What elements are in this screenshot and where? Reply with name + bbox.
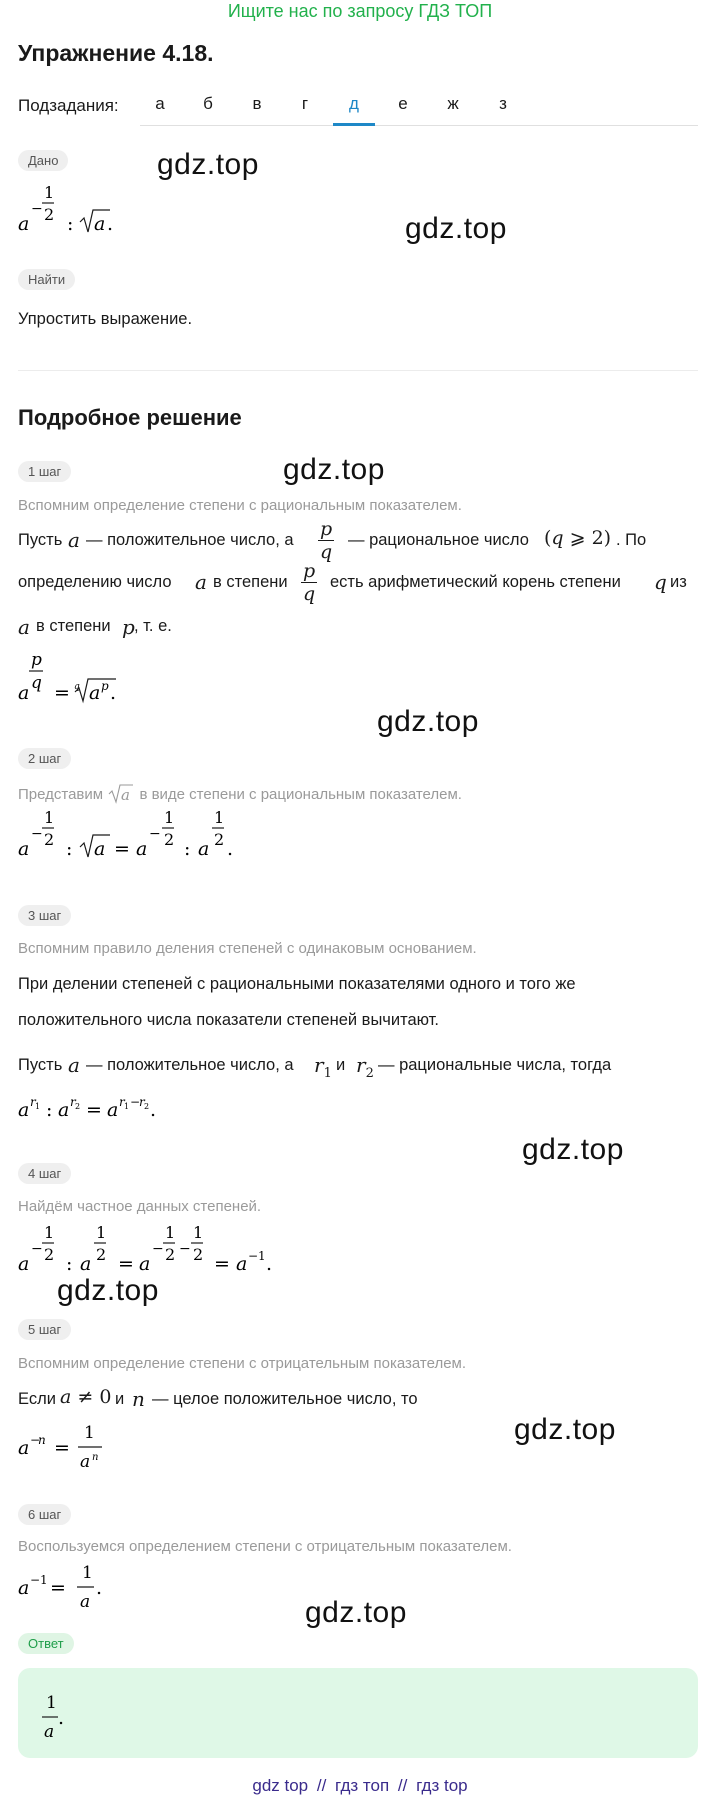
svg-text:a: a [18, 1099, 30, 1121]
svg-text:1: 1 [44, 183, 55, 202]
subtasks-tabs [140, 84, 698, 126]
tab-e[interactable]: е [398, 94, 408, 113]
svg-text:−1: −1 [248, 1249, 266, 1263]
step-3-line-1: При делении степеней с рациональными показателями одного и того же [18, 975, 576, 993]
svg-text:2: 2 [165, 1245, 176, 1264]
svg-text:a: a [80, 1452, 91, 1472]
svg-text:2: 2 [193, 1245, 204, 1264]
svg-text:r: r [139, 1095, 145, 1109]
step-1-hint: Вспомним определение степени с рациональным показателем. [18, 497, 462, 514]
step-6-badge: 6 шаг [18, 1504, 71, 1525]
page-title: Упражнение 4.18. [18, 40, 214, 66]
step-3-hint: Вспомним правило деления степеней с одинаковым основанием. [18, 940, 477, 957]
svg-text:.: . [150, 1099, 157, 1121]
svg-text:2: 2 [164, 830, 175, 849]
divider [18, 370, 698, 371]
svg-text:2: 2 [96, 1245, 107, 1264]
svg-text:1: 1 [164, 808, 175, 827]
svg-text:−: − [31, 201, 43, 217]
svg-text:n: n [92, 1452, 99, 1463]
svg-text:1: 1 [44, 808, 55, 827]
svg-text::: : [184, 838, 191, 860]
svg-text:a: a [18, 1437, 30, 1459]
answer-formula [42, 1690, 102, 1746]
find-badge: Найти [18, 269, 75, 290]
watermark: gdz.top [305, 1596, 407, 1629]
svg-text:2: 2 [44, 1245, 55, 1264]
svg-text:1: 1 [84, 1423, 95, 1443]
svg-text:a: a [18, 213, 30, 235]
find-text: Упростить выражение. [18, 310, 193, 328]
svg-text:a: a [107, 1099, 119, 1121]
watermark: gdz.top [57, 1274, 159, 1307]
svg-text::: : [67, 213, 74, 235]
watermark: gdz.top [522, 1133, 624, 1166]
answer-box [18, 1668, 698, 1758]
given-badge: Дано [18, 150, 68, 171]
step-4-badge: 4 шаг [18, 1163, 71, 1184]
svg-text:−: − [179, 1241, 191, 1257]
step-6-formula [18, 1560, 128, 1621]
subtasks-label: Подзадания: [18, 96, 119, 115]
svg-text:n: n [38, 1433, 46, 1447]
tab-z[interactable]: з [499, 94, 507, 113]
step-2-hint: Представим a в виде степени с рациональным показателем. [18, 786, 462, 804]
tab-a[interactable]: а [155, 94, 165, 113]
footer-link-gdz-top-ru[interactable]: гдз топ [335, 1776, 390, 1795]
svg-text:2: 2 [75, 1102, 81, 1111]
step-3-formula [18, 1090, 198, 1129]
given-expression [18, 178, 128, 245]
watermark: gdz.top [377, 705, 479, 738]
svg-text:=: = [86, 1099, 102, 1121]
svg-text:1: 1 [165, 1223, 176, 1242]
svg-text:2: 2 [44, 205, 55, 224]
footer-separator: // [397, 1776, 408, 1795]
svg-text:a: a [89, 682, 101, 704]
svg-text:a: a [80, 1253, 92, 1275]
svg-text:p: p [101, 679, 109, 693]
top-banner[interactable]: Ищите нас по запросу ГДЗ ТОП [227, 1, 493, 21]
svg-text:r: r [30, 1095, 36, 1109]
svg-text:r: r [119, 1095, 125, 1109]
svg-text:1: 1 [46, 1693, 57, 1713]
svg-text:2: 2 [214, 830, 225, 849]
svg-text:r: r [70, 1095, 76, 1109]
svg-text:.: . [58, 1707, 65, 1729]
svg-text:=: = [118, 1253, 134, 1275]
svg-text:a: a [18, 1253, 30, 1275]
svg-text:a: a [18, 682, 30, 704]
svg-text::: : [66, 1253, 73, 1275]
svg-text:.: . [107, 213, 114, 235]
svg-text:2: 2 [144, 1102, 150, 1111]
step-6-hint: Воспользуемся определением степени с отрицательным показателем. [18, 1538, 512, 1555]
step-5-hint: Вспомним определение степени с отрицательным показателем. [18, 1355, 467, 1372]
svg-text:a: a [198, 838, 210, 860]
svg-text:1: 1 [124, 1102, 130, 1111]
svg-text:=: = [214, 1253, 230, 1275]
svg-text:a: a [94, 838, 106, 860]
svg-text:=: = [54, 682, 70, 704]
svg-text:a: a [80, 1592, 91, 1612]
watermark: gdz.top [405, 212, 507, 245]
step-2-badge: 2 шаг [18, 748, 71, 769]
svg-text:−1: −1 [30, 1573, 48, 1587]
step-4-hint: Найдём частное данных степеней. [18, 1198, 262, 1215]
footer-link-gdz-top-mixed[interactable]: гдз top [416, 1776, 468, 1795]
svg-text:.: . [96, 1577, 103, 1599]
svg-text::: : [66, 838, 73, 860]
svg-text:=: = [54, 1437, 70, 1459]
footer-separator: // [316, 1776, 327, 1795]
answer-badge: Ответ [18, 1633, 74, 1654]
svg-text:=: = [114, 838, 130, 860]
svg-text:1: 1 [214, 808, 225, 827]
svg-text:a: a [139, 1253, 151, 1275]
tab-b[interactable]: б [203, 94, 213, 113]
footer-link-gdz-top[interactable]: gdz top [252, 1776, 309, 1795]
tab-d[interactable]: д [349, 94, 359, 113]
svg-text:a: a [121, 786, 131, 804]
step-1-formula [18, 645, 138, 712]
watermark: gdz.top [514, 1413, 616, 1446]
svg-text:−: − [130, 1095, 141, 1109]
step-3-line-2: положительного числа показатели степеней вычитают. [18, 1011, 439, 1029]
step-5-formula [18, 1420, 138, 1481]
svg-text:−: − [31, 826, 43, 842]
svg-text:1: 1 [82, 1563, 93, 1583]
svg-text:a: a [94, 213, 106, 235]
svg-text:−: − [149, 826, 161, 842]
svg-text:−: − [30, 1433, 41, 1447]
svg-text:.: . [110, 682, 117, 704]
svg-text:a: a [136, 838, 148, 860]
watermark: gdz.top [157, 148, 259, 181]
step-3-badge: 3 шаг [18, 905, 71, 926]
tab-v[interactable]: в [252, 94, 262, 113]
svg-text:q: q [74, 682, 80, 692]
tab-g[interactable]: г [301, 94, 309, 113]
svg-text:a: a [18, 838, 30, 860]
svg-text:a: a [18, 1577, 30, 1599]
step-5-badge: 5 шаг [18, 1319, 71, 1340]
footer-links [0, 1776, 720, 1796]
svg-text:.: . [266, 1253, 273, 1275]
step-2-formula [18, 803, 258, 870]
svg-text:2: 2 [44, 830, 55, 849]
svg-text:a: a [44, 1722, 55, 1742]
svg-text:−: − [31, 1241, 43, 1257]
svg-text:1: 1 [96, 1223, 107, 1242]
tab-zh[interactable]: ж [447, 94, 459, 113]
svg-text:−: − [152, 1241, 164, 1257]
svg-text:.: . [227, 838, 234, 860]
svg-text:1: 1 [193, 1223, 204, 1242]
svg-text:p: p [31, 650, 42, 670]
step-1-badge: 1 шаг [18, 461, 71, 482]
svg-text:q: q [31, 673, 42, 693]
svg-text:1: 1 [44, 1223, 55, 1242]
svg-text:1: 1 [35, 1102, 41, 1111]
active-tab-underline [333, 123, 375, 126]
svg-text::: : [46, 1099, 53, 1121]
svg-text:=: = [50, 1577, 66, 1599]
svg-text:a: a [58, 1099, 70, 1121]
watermark: gdz.top [283, 453, 385, 486]
svg-text:a: a [236, 1253, 248, 1275]
solution-title: Подробное решение [18, 405, 242, 430]
